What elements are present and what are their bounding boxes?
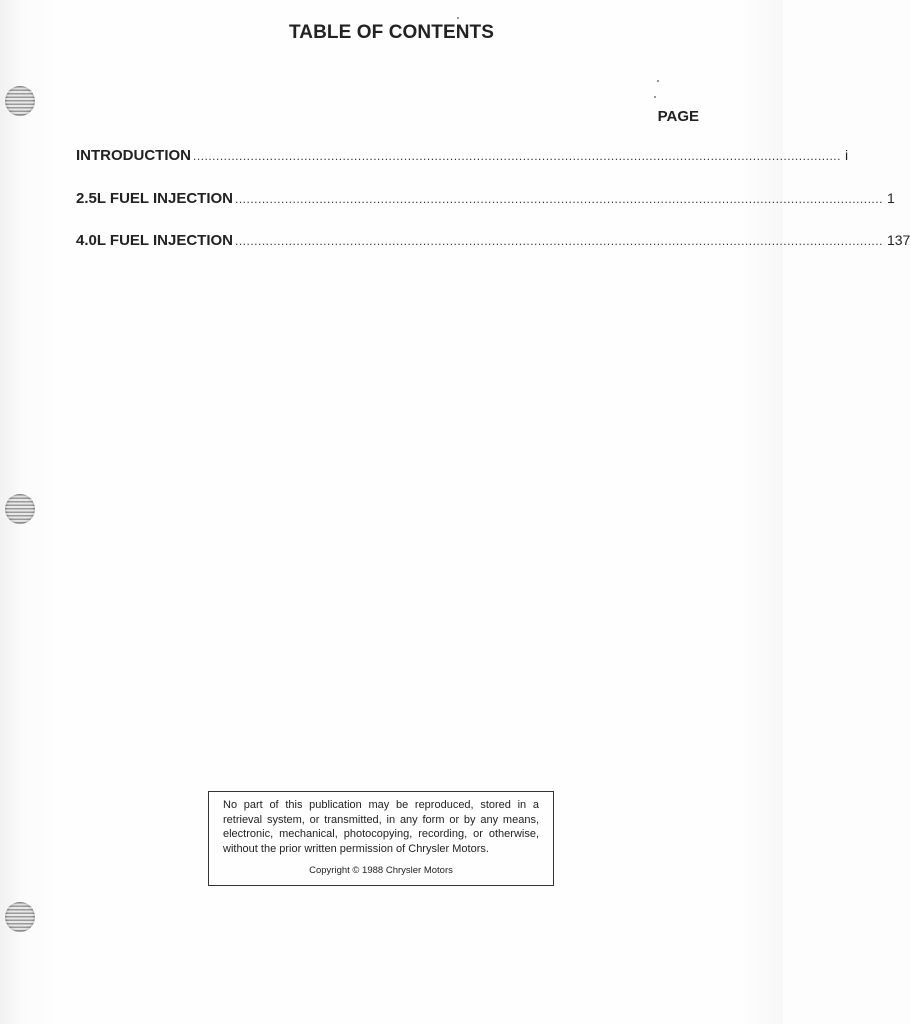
- punch-hole-icon: [5, 494, 35, 524]
- copyright-line: Copyright © 1988 Chrysler Motors: [309, 865, 453, 876]
- dot-leader: .........................................................................................................................................................................: [234, 234, 883, 248]
- toc-entry[interactable]: [76, 190, 895, 210]
- copyright-notice-box: [208, 791, 554, 886]
- toc-entry[interactable]: [76, 232, 910, 252]
- toc-entry-label: 4.0L FUEL INJECTION: [76, 232, 233, 249]
- toc-entry[interactable]: [76, 147, 849, 167]
- page-title: TABLE OF CONTENTS: [288, 22, 495, 43]
- dot-leader: .........................................................................................................................................................................: [234, 192, 883, 206]
- toc-entry-page: 137: [886, 232, 910, 248]
- paper-speck: [657, 80, 659, 82]
- punch-hole-icon: [5, 86, 35, 116]
- toc-entry-page: i: [844, 147, 849, 163]
- toc-entry-page: 1: [886, 190, 895, 206]
- toc-entry-label: 2.5L FUEL INJECTION: [76, 190, 233, 207]
- paper-speck: [654, 96, 656, 98]
- punch-hole-icon: [5, 902, 35, 932]
- paper-speck: [457, 17, 459, 19]
- copyright-notice-text: No part of this publication may be reproduced, stored in a retrieval system, or transmitted, in any form or by any means, electronic, mechanical, photocopying, recording, or otherwise, without the prior written permission of Chrysler Motors.: [223, 799, 539, 855]
- page-column-header: PAGE: [657, 108, 699, 125]
- toc-entry-label: INTRODUCTION: [76, 147, 191, 164]
- dot-leader: .........................................................................................................................................................................: [193, 149, 841, 163]
